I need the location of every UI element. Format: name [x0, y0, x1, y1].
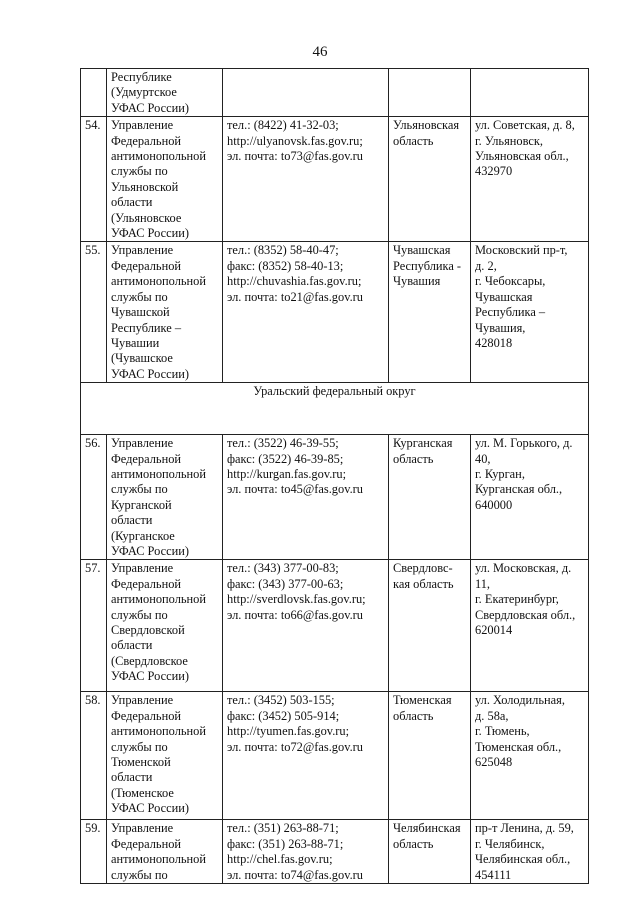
office-address-line: г. Курган, — [475, 466, 525, 481]
office-name-line: (Удмуртское — [111, 85, 177, 100]
office-region — [389, 692, 471, 820]
table-row — [81, 117, 589, 242]
office-region-line: Чувашская — [393, 243, 451, 258]
office-name-line: Республике — [111, 70, 172, 84]
office-name-line: антимонопольной — [111, 149, 206, 164]
office-address — [471, 117, 589, 242]
office-contacts-line: http://chuvashia.fas.gov.ru; — [227, 274, 362, 289]
office-name-line: антимонопольной — [111, 724, 206, 739]
office-name-line: Чувашии — [111, 335, 160, 350]
office-name-line: Курганской — [111, 497, 172, 512]
office-address-line: ул. Советская, д. 8, — [475, 118, 575, 133]
office-name-line: службы по — [111, 867, 168, 882]
office-contacts-line: тел.: (8352) 58-40-47; — [227, 243, 339, 258]
office-contacts-line: тел.: (351) 263-88-71; — [227, 821, 339, 836]
office-address-line: г. Челябинск, — [475, 836, 545, 851]
office-name-line: области — [111, 513, 153, 528]
office-contacts-line: http://kurgan.fas.gov.ru; — [227, 466, 347, 481]
office-name-line: Федеральной — [111, 836, 182, 851]
office-address-line: Чувашия, — [475, 320, 526, 335]
office-address-line: 11, — [475, 576, 491, 591]
office-address-line: ул. Московская, д. — [475, 561, 572, 576]
office-address-line: ул. М. Горького, д. — [475, 436, 573, 451]
office-address — [471, 820, 589, 884]
office-address-line: пр-т Ленина, д. 59, — [475, 821, 574, 836]
office-address-line: Курганская обл., — [475, 482, 563, 497]
office-contacts-line: http://tyumen.fas.gov.ru; — [227, 724, 350, 739]
office-region — [389, 69, 471, 117]
office-contacts-line: http://ulyanovsk.fas.gov.ru; — [227, 133, 363, 148]
office-address-line: Республика – — [475, 305, 546, 320]
table-row — [81, 69, 589, 117]
office-contacts-line: эл. почта: to73@fas.gov.ru — [227, 149, 363, 164]
office-name-line: антимонопольной — [111, 592, 206, 607]
office-address-line: 454111 — [475, 867, 512, 882]
table-row — [81, 242, 589, 383]
office-name-line: Управление — [111, 821, 174, 836]
office-contacts-line: тел.: (3452) 503-155; — [227, 693, 335, 708]
office-contacts-line: тел.: (343) 377-00-83; — [227, 561, 339, 576]
office-contacts-line: http://chel.fas.gov.ru; — [227, 852, 333, 867]
office-contacts-line: эл. почта: to66@fas.gov.ru — [227, 607, 363, 622]
row-number — [81, 69, 107, 117]
row-number: 58. — [81, 692, 107, 820]
table-row — [81, 435, 589, 560]
office-region — [389, 560, 471, 692]
office-address-line: д. 58а, — [475, 708, 509, 723]
office-contacts-line: факс: (3452) 505-914; — [227, 708, 340, 723]
office-name-line: Республике – — [111, 320, 182, 335]
office-address-line: 40, — [475, 451, 491, 466]
office-region-line: Чувашия — [393, 274, 441, 289]
district-header-row — [81, 383, 589, 435]
office-address — [471, 69, 589, 117]
office-name-line: антимонопольной — [111, 852, 206, 867]
federal-district-heading: Уральский федеральный округ — [81, 383, 589, 435]
office-region-line: Челябинская — [393, 821, 461, 836]
office-contacts-line: факс: (3522) 46-39-85; — [227, 451, 344, 466]
office-region — [389, 242, 471, 383]
office-name-line: УФАС России) — [111, 801, 190, 816]
office-name-line: службы по — [111, 289, 168, 304]
office-address-line: г. Ульяновск, — [475, 133, 544, 148]
office-name-line: Федеральной — [111, 708, 182, 723]
office-region-line: область — [393, 451, 434, 466]
office-address — [471, 242, 589, 383]
office-name-line: (Чувашское — [111, 351, 173, 366]
office-region-line: область — [393, 836, 434, 851]
office-contacts — [223, 242, 389, 383]
office-contacts-line: тел.: (8422) 41-32-03; — [227, 118, 339, 133]
office-name — [107, 69, 223, 117]
row-number: 55. — [81, 242, 107, 383]
office-address-line: 428018 — [475, 335, 513, 350]
office-address-line: Ульяновская обл., — [475, 149, 569, 164]
office-address-line: 625048 — [475, 755, 513, 769]
office-name-line: Управление — [111, 561, 174, 576]
office-name — [107, 692, 223, 820]
office-address-line: Тюменская обл., — [475, 739, 562, 754]
office-name-line: Федеральной — [111, 133, 182, 148]
office-region-line: кая область — [393, 576, 454, 591]
office-address-line: Чувашская — [475, 289, 533, 304]
table-row — [81, 560, 589, 692]
row-number: 57. — [81, 560, 107, 692]
office-name-line: УФАС России) — [111, 543, 190, 558]
office-name — [107, 560, 223, 692]
office-address — [471, 560, 589, 692]
office-name-line: Управление — [111, 118, 174, 133]
table-row — [81, 820, 589, 884]
office-name-line: антимонопольной — [111, 274, 206, 289]
office-name-line: антимонопольной — [111, 466, 206, 481]
office-name-line: (Тюменское — [111, 785, 174, 800]
office-name-line: УФАС России) — [111, 226, 190, 241]
office-region-line: Республика - — [393, 258, 462, 273]
office-address-line: г. Екатеринбург, — [475, 592, 559, 607]
office-contacts — [223, 435, 389, 560]
office-name-line: службы по — [111, 164, 168, 179]
office-region-line: Ульяновская — [393, 118, 460, 133]
office-name-line: (Ульяновское — [111, 210, 182, 225]
office-name — [107, 117, 223, 242]
office-region — [389, 820, 471, 884]
office-contacts-line: эл. почта: to45@fas.gov.ru — [227, 482, 363, 497]
office-contacts-line: эл. почта: to21@fas.gov.ru — [227, 289, 363, 304]
table-row — [81, 692, 589, 820]
office-region-line: Курганская — [393, 436, 453, 451]
office-name — [107, 435, 223, 560]
office-contacts — [223, 69, 389, 117]
office-name-line: Управление — [111, 243, 174, 258]
office-address-line: 640000 — [475, 497, 513, 512]
office-name-line: Управление — [111, 693, 174, 708]
office-contacts-line: факс: (8352) 58-40-13; — [227, 258, 344, 273]
office-address-line: Челябинская обл., — [475, 852, 571, 867]
office-region-line: область — [393, 133, 434, 148]
office-region — [389, 117, 471, 242]
office-address — [471, 692, 589, 820]
office-contacts-line: эл. почта: to74@fas.gov.ru — [227, 867, 363, 882]
office-contacts-line: тел.: (3522) 46-39-55; — [227, 436, 339, 451]
office-address-line: д. 2, — [475, 258, 497, 273]
row-number: 59. — [81, 820, 107, 884]
office-name-line: службы по — [111, 739, 168, 754]
office-contacts — [223, 117, 389, 242]
row-number: 56. — [81, 435, 107, 560]
office-name-line: области — [111, 195, 153, 210]
office-name-line: (Курганское — [111, 528, 175, 543]
office-name-line: (Свердловское — [111, 653, 188, 668]
office-name-line: области — [111, 638, 153, 653]
row-number: 54. — [81, 117, 107, 242]
page-number: 46 — [312, 44, 328, 60]
office-address-line: ул. Холодильная, — [475, 693, 565, 708]
office-address-line: г. Тюмень, — [475, 724, 530, 739]
office-name-line: Федеральной — [111, 451, 182, 466]
office-name — [107, 820, 223, 884]
territorial-offices-table — [80, 68, 589, 884]
office-region-line: Свердловс- — [393, 561, 453, 576]
office-region-line: область — [393, 708, 434, 723]
office-address — [471, 435, 589, 560]
office-name-line: службы по — [111, 482, 168, 497]
office-region — [389, 435, 471, 560]
office-contacts-line: факс: (351) 263-88-71; — [227, 836, 344, 851]
office-name-line: Тюменской — [111, 755, 171, 769]
office-contacts — [223, 820, 389, 884]
office-address-line: 432970 — [475, 164, 513, 179]
office-name-line: Федеральной — [111, 258, 182, 273]
office-region-line: Тюменская — [393, 693, 452, 708]
office-name-line: УФАС России) — [111, 669, 190, 684]
office-name-line: Управление — [111, 436, 174, 451]
office-contacts — [223, 692, 389, 820]
office-contacts-line: http://sverdlovsk.fas.gov.ru; — [227, 592, 366, 607]
office-contacts — [223, 560, 389, 692]
office-name-line: службы по — [111, 607, 168, 622]
office-address-line: г. Чебоксары, — [475, 274, 546, 289]
office-address-line: 620014 — [475, 623, 513, 637]
office-name — [107, 242, 223, 383]
office-name-line: Федеральной — [111, 576, 182, 591]
office-contacts-line: эл. почта: to72@fas.gov.ru — [227, 739, 363, 754]
office-address-line: Московский пр-т, — [475, 243, 568, 258]
office-contacts-line: факс: (343) 377-00-63; — [227, 576, 344, 591]
office-address-line: Свердловская обл., — [475, 607, 576, 622]
office-name-line: Свердловской — [111, 623, 185, 637]
office-name-line: Чувашской — [111, 305, 170, 320]
office-name-line: УФАС России) — [111, 100, 190, 115]
office-name-line: области — [111, 770, 153, 785]
office-name-line: УФАС России) — [111, 366, 190, 381]
office-name-line: Ульяновской — [111, 179, 179, 194]
